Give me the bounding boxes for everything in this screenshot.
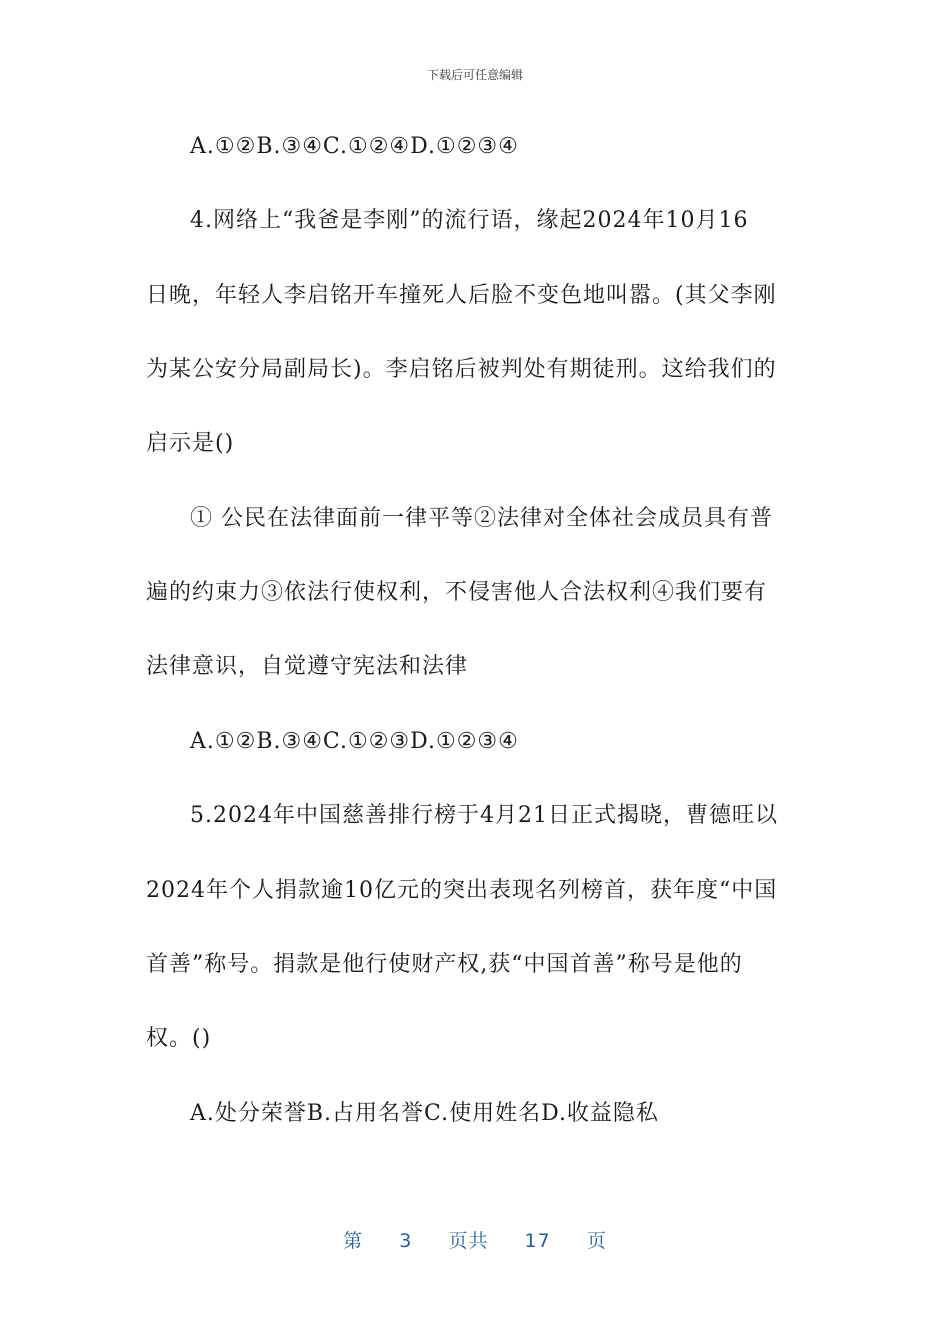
footer-suffix: 页	[586, 1230, 607, 1252]
q4-options: A.①②B.③④C.①②③D.①②③④	[190, 729, 519, 754]
footer-current-page: 3	[399, 1230, 413, 1252]
q5-text-line-3: 首善”称号。捐款是他行使财产权,获“中国首善”称号是他的	[146, 952, 743, 977]
q4-statements-line-2: 遍的约束力③依法行使权利，不侵害他人合法权利④我们要有	[146, 580, 768, 605]
q4-text-line-1: 4.网络上“我爸是李刚”的流行语，缘起2024年10月16	[190, 208, 749, 233]
page-header: 下载后可任意编辑	[426, 68, 523, 82]
q4-text-line-2: 日晚，年轻人李启铭开车撞死人后脸不变色地叫嚣。(其父李刚	[146, 283, 777, 308]
q5-text-line-4: 权。()	[146, 1026, 212, 1051]
q5-text-line-1: 5.2024年中国慈善排行榜于4月21日正式揭晓，曹德旺以	[190, 803, 778, 828]
q5-text-line-2: 2024年个人捐款逾10亿元的突出表现名列榜首，获年度“中国	[146, 878, 778, 903]
q4-text-line-4: 启示是()	[146, 431, 235, 456]
q4-text-line-3: 为某公安分局副局长)。李启铭后被判处有期徒刑。这给我们的	[146, 357, 777, 382]
page-footer	[0, 1226, 950, 1253]
q4-statements-line-1: ① 公民在法律面前一律平等②法律对全体社会成员具有普	[190, 506, 773, 531]
q3-options: A.①②B.③④C.①②④D.①②③④	[190, 134, 519, 159]
footer-prefix: 第	[343, 1230, 364, 1252]
q4-statements-line-3: 法律意识，自觉遵守宪法和法律	[146, 654, 469, 679]
q5-options: A.处分荣誉B.占用名誉C.使用姓名D.收益隐私	[190, 1101, 659, 1126]
footer-total-pages: 17	[524, 1230, 551, 1252]
footer-middle: 页共	[448, 1230, 489, 1252]
